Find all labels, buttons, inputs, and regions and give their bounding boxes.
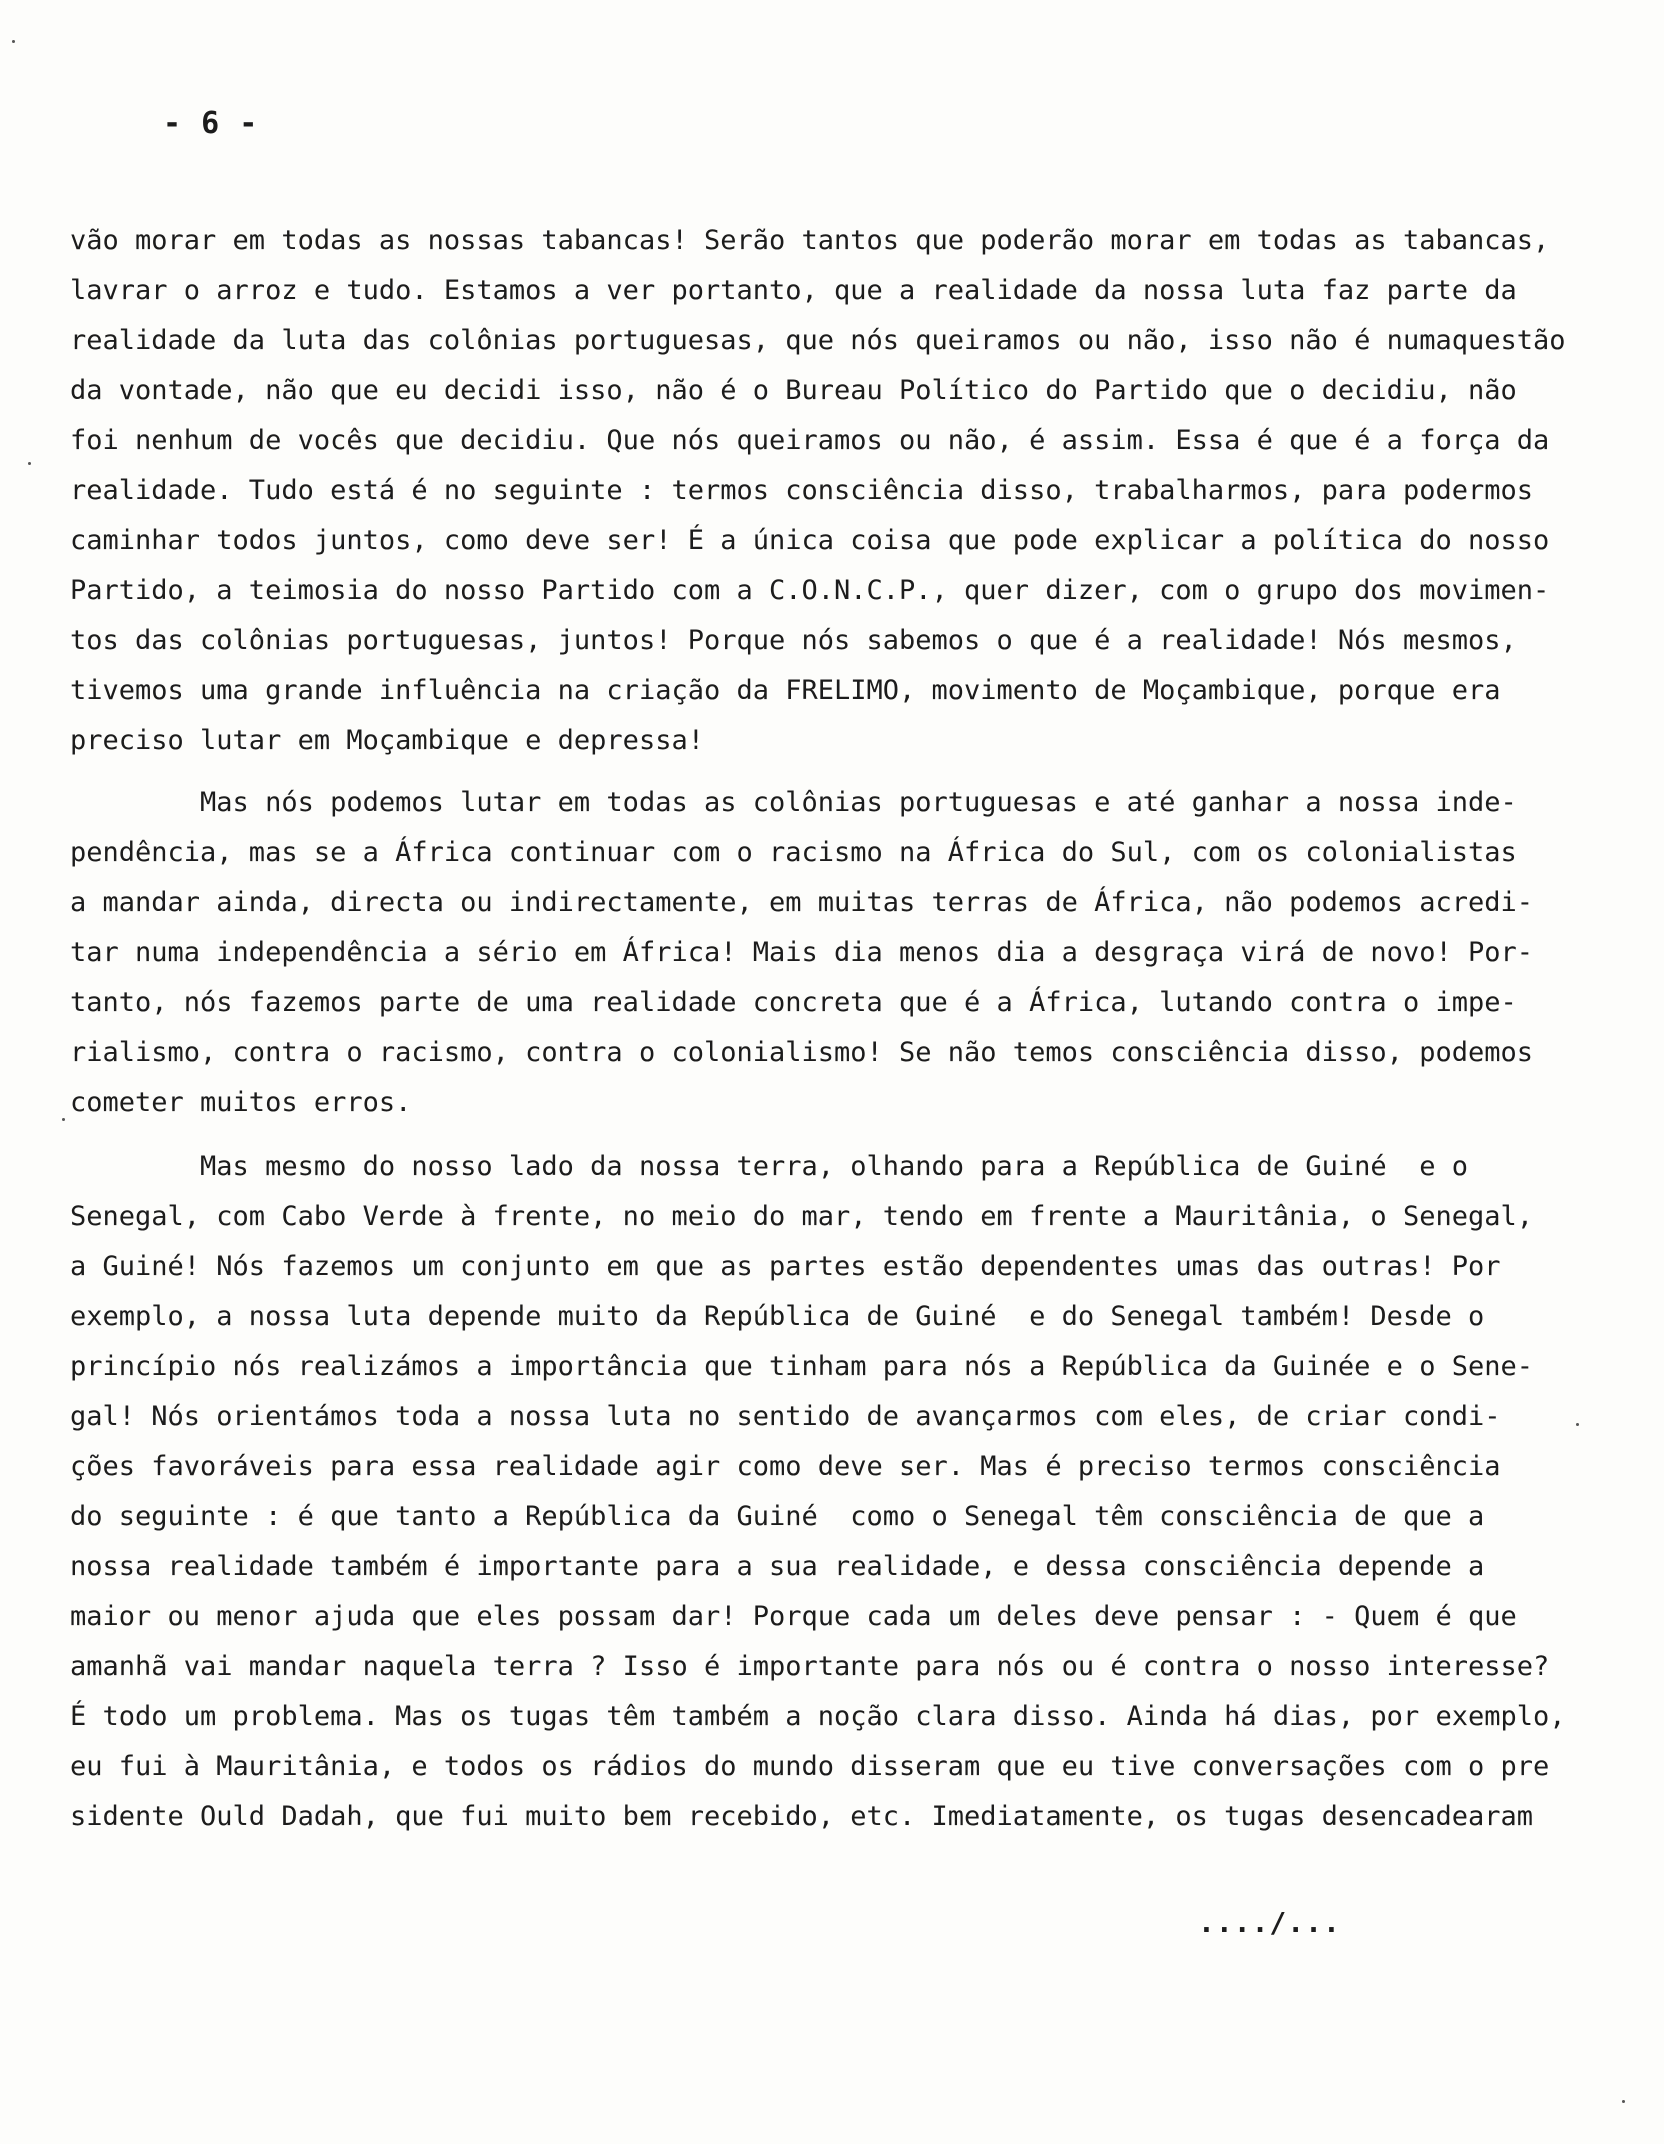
text-line: lavrar o arroz e tudo. Estamos a ver portanto, que a realidade da nossa luta faz parte da	[70, 275, 1517, 306]
paragraph-1	[70, 216, 1566, 766]
scan-speck	[28, 462, 31, 465]
text-line: realidade da luta das colônias portuguesas, que nós queiramos ou não, isso não é numaquestão	[70, 325, 1566, 356]
scan-speck	[62, 1118, 65, 1121]
text-line: É todo um problema. Mas os tugas têm também a noção clara disso. Ainda há dias, por exemplo,	[70, 1701, 1566, 1732]
text-line: tar numa independência a sério em África! Mais dia menos dia a desgraça virá de novo! Por-	[70, 937, 1533, 968]
scan-speck	[12, 40, 15, 43]
text-line: caminhar todos juntos, como deve ser! É a única coisa que pode explicar a política do nosso	[70, 525, 1550, 556]
text-line: do seguinte : é que tanto a República da Guiné como o Senegal têm consciência de que a	[70, 1501, 1485, 1532]
text-line: gal! Nós orientámos toda a nossa luta no sentido de avançarmos com eles, de criar condi-	[70, 1401, 1501, 1432]
text-line: nossa realidade também é importante para a sua realidade, e dessa consciência depende a	[70, 1551, 1485, 1582]
page-number: - 6 -	[163, 106, 259, 141]
text-line: eu fui à Mauritânia, e todos os rádios do mundo disseram que eu tive conversações com o pre	[70, 1751, 1550, 1782]
scan-speck	[1576, 1423, 1579, 1426]
text-line: tivemos uma grande influência na criação da FRELIMO, movimento de Moçambique, porque era	[70, 675, 1501, 706]
scan-speck	[1622, 2100, 1625, 2103]
text-line: Mas nós podemos lutar em todas as colônias portuguesas e até ganhar a nossa inde-	[70, 787, 1517, 818]
text-line: da vontade, não que eu decidi isso, não é o Bureau Político do Partido que o decidiu, não	[70, 375, 1517, 406]
text-line: ções favoráveis para essa realidade agir como deve ser. Mas é preciso termos consciência	[70, 1451, 1501, 1482]
text-line: vão morar em todas as nossas tabancas! Serão tantos que poderão morar em todas as tabancas,	[70, 225, 1550, 256]
text-line: Partido, a teimosia do nosso Partido com a C.O.N.C.P., quer dizer, com o grupo dos movimen-	[70, 575, 1550, 606]
text-line: amanhã vai mandar naquela terra ? Isso é importante para nós ou é contra o nosso interesse?	[70, 1651, 1550, 1682]
text-line: a mandar ainda, directa ou indirectamente, em muitas terras de África, não podemos acredi-	[70, 887, 1533, 918]
paragraph-3	[70, 1142, 1566, 1842]
text-line: princípio nós realizámos a importância que tinham para nós a República da Guinée e o Sene-	[70, 1351, 1533, 1382]
continuation-mark: ..../...	[1198, 1906, 1341, 1939]
paragraph-2	[70, 778, 1533, 1128]
text-line: tos das colônias portuguesas, juntos! Porque nós sabemos o que é a realidade! Nós mesmos,	[70, 625, 1517, 656]
text-line: cometer muitos erros.	[70, 1087, 412, 1118]
text-line: a Guiné! Nós fazemos um conjunto em que as partes estão dependentes umas das outras! Por	[70, 1251, 1501, 1282]
text-line: foi nenhum de vocês que decidiu. Que nós queiramos ou não, é assim. Essa é que é a força da	[70, 425, 1550, 456]
text-line: rialismo, contra o racismo, contra o colonialismo! Se não temos consciência disso, podemos	[70, 1037, 1533, 1068]
text-line: realidade. Tudo está é no seguinte : termos consciência disso, trabalharmos, para podermos	[70, 475, 1533, 506]
text-line: maior ou menor ajuda que eles possam dar! Porque cada um deles deve pensar : - Quem é que	[70, 1601, 1517, 1632]
text-line: Senegal, com Cabo Verde à frente, no meio do mar, tendo em frente a Mauritânia, o Senegal,	[70, 1201, 1533, 1232]
text-line: pendência, mas se a África continuar com o racismo na África do Sul, com os colonialistas	[70, 837, 1517, 868]
text-line: Mas mesmo do nosso lado da nossa terra, olhando para a República de Guiné e o	[70, 1151, 1468, 1182]
text-line: sidente Ould Dadah, que fui muito bem recebido, etc. Imediatamente, os tugas desencadearam	[70, 1801, 1533, 1832]
text-line: tanto, nós fazemos parte de uma realidade concreta que é a África, lutando contra o impe-	[70, 987, 1517, 1018]
text-line: exemplo, a nossa luta depende muito da República de Guiné e do Senegal também! Desde o	[70, 1301, 1485, 1332]
text-line: preciso lutar em Moçambique e depressa!	[70, 725, 704, 756]
